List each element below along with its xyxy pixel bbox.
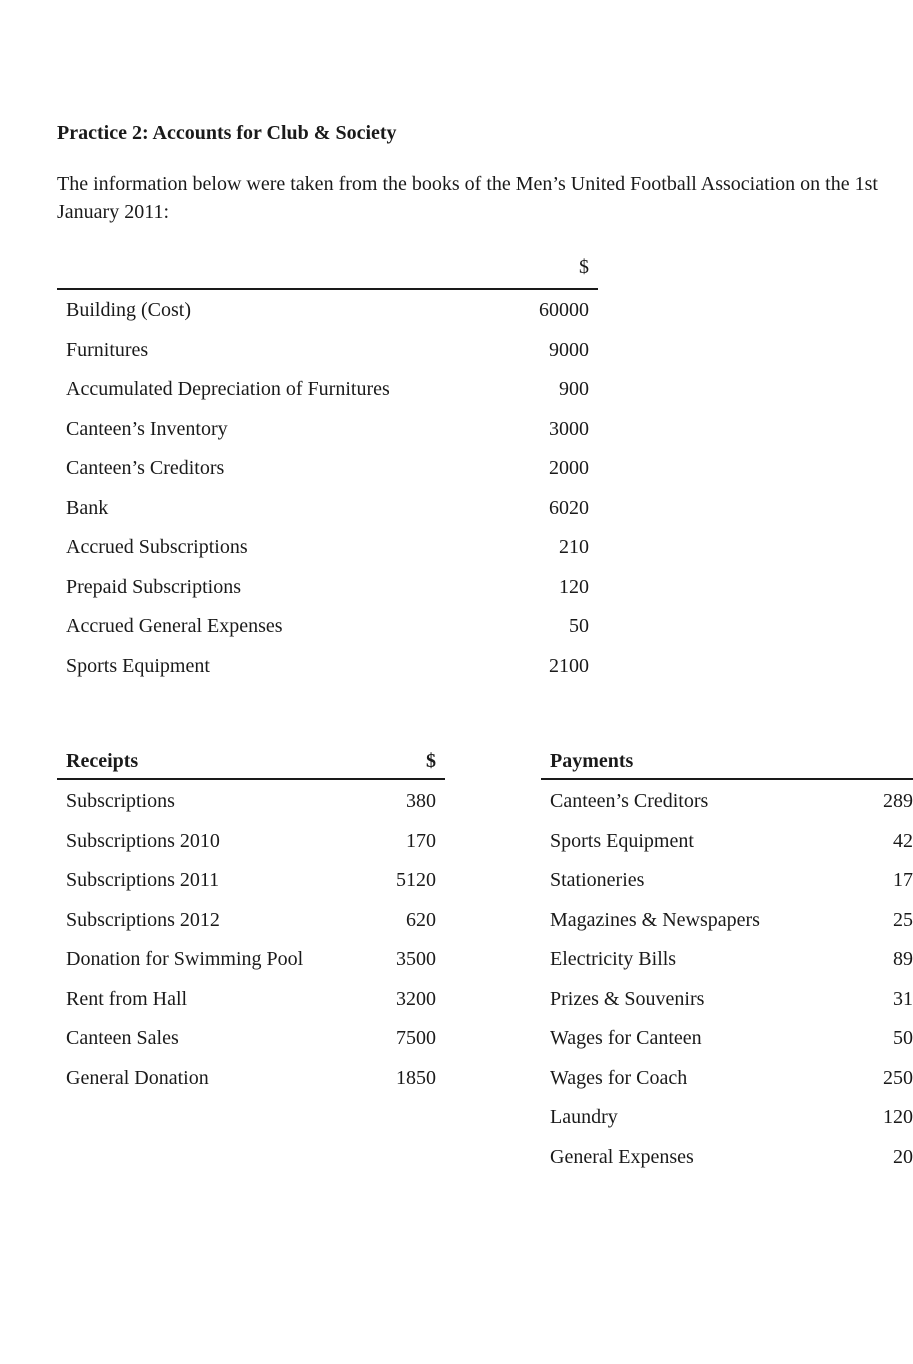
row-value: 3000 — [549, 417, 589, 440]
row-value: 3500 — [396, 948, 436, 971]
row-value: 42 — [893, 829, 913, 852]
row-value: 900 — [559, 378, 589, 401]
row-label: Accrued General Expenses — [66, 615, 283, 638]
row-value: 50 — [893, 1027, 913, 1050]
row-value: 2100 — [549, 654, 589, 677]
row-value: 6020 — [549, 496, 589, 519]
row-label: Rent from Hall — [66, 987, 188, 1010]
row-label: Canteen’s Inventory — [66, 417, 228, 440]
row-label: Building (Cost) — [66, 299, 192, 322]
receipts-currency-header: $ — [426, 749, 436, 772]
row-value: 50 — [569, 615, 589, 638]
table-row — [57, 1059, 445, 1099]
table-row — [57, 822, 445, 862]
row-label: Canteen Sales — [66, 1027, 179, 1050]
row-value: 17 — [893, 869, 913, 892]
row-value: 89 — [893, 948, 913, 971]
row-value: 31 — [893, 987, 913, 1010]
payments-table — [541, 744, 913, 1177]
balance-currency-header: $ — [579, 256, 589, 278]
row-value: 25 — [893, 908, 913, 931]
table-row — [541, 822, 913, 862]
row-label: Electricity Bills — [550, 948, 677, 971]
row-label: Donation for Swimming Pool — [66, 948, 304, 971]
table-row — [57, 1019, 445, 1059]
row-label: Canteen’s Creditors — [550, 790, 709, 813]
balance-rows — [57, 291, 598, 686]
table-row — [541, 861, 913, 901]
table-row — [57, 782, 445, 822]
row-label: Accumulated Depreciation of Furnitures — [66, 378, 390, 401]
table-row — [57, 528, 598, 568]
table-row — [541, 782, 913, 822]
receipts-table — [57, 744, 445, 1098]
row-value: 7500 — [396, 1027, 436, 1050]
row-label: General Donation — [66, 1066, 209, 1089]
row-value: 210 — [559, 536, 589, 559]
row-value: 2000 — [549, 457, 589, 480]
row-label: Prepaid Subscriptions — [66, 575, 241, 598]
table-row — [57, 568, 598, 608]
row-value: 120 — [883, 1106, 913, 1129]
row-label: Magazines & Newspapers — [550, 908, 760, 931]
row-value: 9000 — [549, 338, 589, 361]
table-row — [57, 607, 598, 647]
row-label: General Expenses — [550, 1145, 694, 1168]
receipts-header — [57, 744, 445, 780]
receipts-rows — [57, 782, 445, 1098]
table-row — [57, 410, 598, 450]
row-value: 250 — [883, 1066, 913, 1089]
row-label: Subscriptions 2011 — [66, 869, 220, 892]
table-row — [57, 449, 598, 489]
payments-rows — [541, 782, 913, 1177]
table-row — [57, 940, 445, 980]
row-label: Stationeries — [550, 869, 645, 892]
table-row — [541, 1138, 913, 1178]
receipts-heading: Receipts — [66, 749, 139, 772]
intro-text: The information below were taken from the books of the Men’s United Football Association on the 1st January 2011: — [57, 173, 878, 223]
table-row — [57, 861, 445, 901]
payments-header — [541, 744, 913, 780]
row-label: Subscriptions — [66, 790, 175, 813]
row-label: Laundry — [550, 1106, 618, 1129]
row-label: Canteen’s Creditors — [66, 457, 225, 480]
intro-paragraph — [57, 170, 913, 226]
row-value: 3200 — [396, 987, 436, 1010]
table-row — [57, 370, 598, 410]
row-value: 170 — [406, 829, 436, 852]
table-row — [541, 980, 913, 1020]
row-label: Sports Equipment — [66, 654, 210, 677]
table-row — [57, 647, 598, 687]
table-row — [57, 901, 445, 941]
page-title: Practice 2: Accounts for Club & Society — [57, 122, 397, 144]
row-value: 20 — [893, 1145, 913, 1168]
row-label: Wages for Coach — [550, 1066, 688, 1089]
table-row — [57, 489, 598, 529]
table-row — [57, 980, 445, 1020]
payments-heading: Payments — [550, 749, 634, 772]
row-value: 620 — [406, 908, 436, 931]
row-label: Subscriptions 2012 — [66, 908, 220, 931]
table-row — [541, 1019, 913, 1059]
table-row — [541, 1059, 913, 1099]
row-label: Accrued Subscriptions — [66, 536, 248, 559]
balance-header — [57, 250, 598, 290]
row-label: Prizes & Souvenirs — [550, 987, 705, 1010]
row-label: Furnitures — [66, 338, 149, 361]
row-value: 1850 — [396, 1066, 436, 1089]
table-row — [541, 940, 913, 980]
row-value: 120 — [559, 575, 589, 598]
row-label: Bank — [66, 496, 109, 519]
row-value: 5120 — [396, 869, 436, 892]
table-row — [57, 291, 598, 331]
row-value: 60000 — [539, 299, 589, 322]
table-row — [541, 901, 913, 941]
row-label: Sports Equipment — [550, 829, 694, 852]
row-value: 289 — [883, 790, 913, 813]
table-row — [57, 331, 598, 371]
row-label: Wages for Canteen — [550, 1027, 702, 1050]
row-value: 380 — [406, 790, 436, 813]
table-row — [541, 1098, 913, 1138]
row-label: Subscriptions 2010 — [66, 829, 220, 852]
opening-balance-table — [57, 250, 598, 686]
